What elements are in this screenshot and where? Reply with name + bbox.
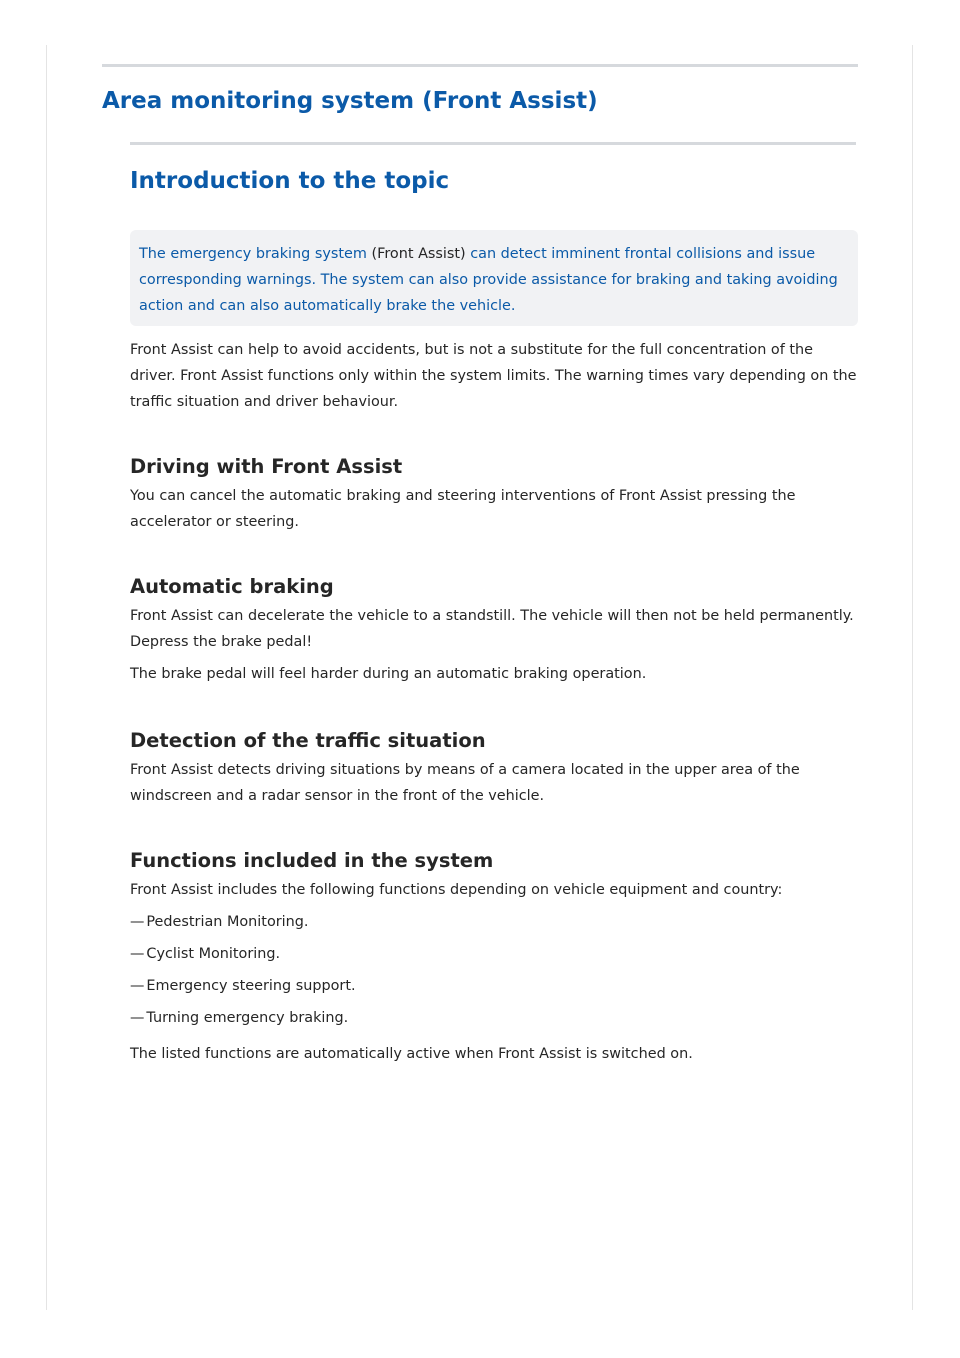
automatic-braking-paragraph-1: Front Assist can decelerate the vehicle to a standstill. The vehicle will then not be held permanently. Depress the brake pedal! [130, 608, 854, 650]
list-item-text: Pedestrian Monitoring. [146, 914, 309, 930]
list-item [130, 909, 860, 935]
callout-text-part2: (Front Assist) [371, 246, 466, 262]
list-item [130, 1005, 860, 1031]
section-title: Introduction to the topic [130, 168, 450, 194]
summary-callout [130, 230, 858, 326]
page-title: Area monitoring system (Front Assist) [102, 88, 598, 114]
driving-paragraph: You can cancel the automatic braking and steering interventions of Front Assist pressing the accelerator or steering. [130, 488, 796, 530]
heading-functions: Functions included in the system [130, 849, 494, 872]
heading-automatic-braking: Automatic braking [130, 575, 334, 598]
list-bullet: — [130, 978, 145, 994]
callout-text-part1: The emergency braking system [139, 246, 372, 262]
list-bullet: — [130, 914, 145, 930]
functions-closing: The listed functions are automatically active when Front Assist is switched on. [130, 1046, 693, 1062]
section-divider [130, 142, 856, 145]
main-content [130, 337, 860, 1067]
automatic-braking-paragraph-2: The brake pedal will feel harder during an automatic braking operation. [130, 666, 647, 682]
list-item [130, 941, 860, 967]
list-bullet: — [130, 946, 145, 962]
intro-paragraph: Front Assist can help to avoid accidents, but is not a substitute for the full concentration of the driver. Front Assist functions only within the system limits. The warning times vary depending on the traffic situation and driver behaviour. [130, 342, 857, 410]
heading-driving: Driving with Front Assist [130, 455, 403, 478]
callout-text-part3: can detect imminent frontal collisions and issue corresponding warnings. The system can also provide assistance for braking and taking avoiding action and can also automatically brake the vehicle. [139, 246, 838, 314]
top-divider [102, 64, 858, 67]
right-margin-line [912, 45, 913, 1310]
heading-detection: Detection of the traffic situation [130, 729, 486, 752]
list-bullet: — [130, 1010, 145, 1026]
list-item [130, 973, 860, 999]
list-item-text: Emergency steering support. [146, 978, 356, 994]
left-margin-line [46, 45, 47, 1310]
functions-intro: Front Assist includes the following functions depending on vehicle equipment and country: [130, 882, 783, 898]
list-item-text: Cyclist Monitoring. [146, 946, 281, 962]
detection-paragraph: Front Assist detects driving situations by means of a camera located in the upper area of the windscreen and a radar sensor in the front of the vehicle. [130, 762, 800, 804]
list-item-text: Turning emergency braking. [146, 1010, 349, 1026]
